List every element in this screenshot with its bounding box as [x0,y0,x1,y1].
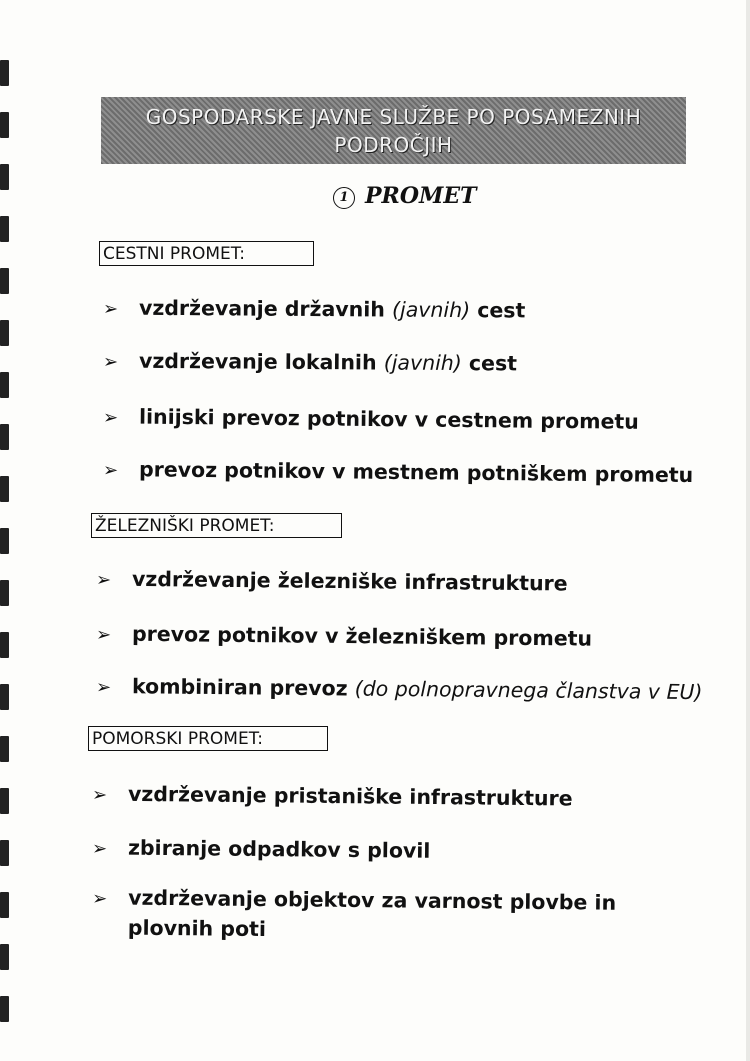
item-text: vzdrževanje železniške infrastrukture [131,566,568,596]
item-text: zbiranje odpadkov s plovil [127,835,431,863]
bullet-arrow-icon: ➢ [91,784,108,806]
category-label-zelezniski: ŽELEZNIŠKI PROMET: [91,513,342,538]
bullet-arrow-icon: ➢ [102,407,119,429]
binding-hole [0,736,9,762]
binding-hole [0,112,9,138]
title-line-2: PODROČJIH [334,133,453,157]
item-text: vzdrževanje državnih [138,295,385,322]
binding-hole [0,164,9,190]
binding-hole [0,216,9,242]
bullet-arrow-icon: ➢ [92,888,108,910]
item-note: (javnih) [391,297,471,323]
binding-hole [0,892,9,918]
bullet-arrow-icon: ➢ [95,676,112,698]
item-text: vzdrževanje pristaniške infrastrukture [127,781,573,811]
list-item [96,619,592,654]
binding-hole [0,944,9,970]
item-text: vzdrževanje lokalnih [138,348,377,375]
category-label-pomorski: POMORSKI PROMET: [88,726,328,751]
section-title-text: PROMET [365,183,477,209]
binding-hole [0,60,9,86]
binding-hole [0,840,9,866]
binding-hole [0,320,9,346]
list-item [103,455,693,491]
list-item [103,402,639,438]
item-text: vzdrževanje objektov za varnost plovbe in [128,885,617,915]
section-number-badge: 1 [333,187,355,209]
bullet-arrow-icon: ➢ [102,459,119,482]
document-title-banner [101,97,686,164]
list-item [103,294,526,327]
binding-hole [0,372,9,398]
list-item [103,347,517,380]
item-note: (javnih) [383,350,462,376]
binding-hole [0,476,9,502]
item-text-continuation: plovnih poti [127,915,267,942]
item-text-after: cest [468,351,518,376]
binding-hole [0,632,9,658]
binding-strip [0,0,12,1061]
list-item [92,883,617,946]
bullet-arrow-icon: ➢ [102,298,119,320]
item-text: kombiniran prevoz [131,674,348,701]
category-label-cestni: CESTNI PROMET: [99,241,314,266]
binding-hole [0,788,9,814]
binding-hole [0,684,9,710]
title-line-1: GOSPODARSKE JAVNE SLUŽBE PO POSAMEZNIH [145,105,642,129]
binding-hole [0,424,9,450]
list-item [92,833,431,867]
page-edge [746,0,750,1061]
binding-hole [0,528,9,554]
item-text: prevoz potnikov v železniškem prometu [131,621,593,651]
item-text: prevoz potnikov v mestnem potniškem prometu [138,457,694,488]
item-text: linijski prevoz potnikov v cestnem prometu [138,404,639,434]
bullet-arrow-icon: ➢ [95,624,112,646]
list-item [96,565,568,600]
binding-hole [0,580,9,606]
binding-hole [0,996,9,1022]
list-item [92,779,573,814]
section-heading [333,183,476,209]
bullet-arrow-icon: ➢ [95,569,112,591]
item-note: (do polnopravnega članstva v EU) [354,676,703,705]
item-text-after: cest [477,298,526,323]
bullet-arrow-icon: ➢ [91,838,108,860]
binding-hole [0,268,9,294]
bullet-arrow-icon: ➢ [102,351,119,373]
list-item [96,672,703,708]
